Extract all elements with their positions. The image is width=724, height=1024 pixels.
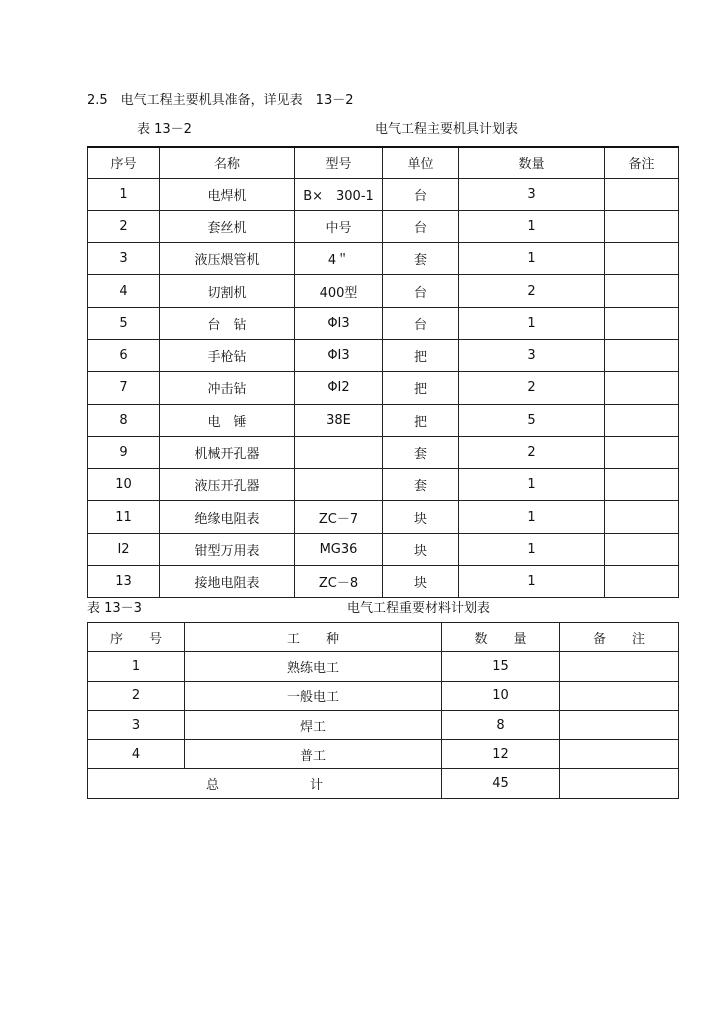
cell-remark: [560, 710, 679, 739]
cell-quantity: 15: [442, 652, 560, 681]
cell-model: ZC－8: [295, 566, 383, 598]
table-row: [88, 469, 679, 501]
table-row: [88, 275, 679, 307]
cell-quantity: 1: [459, 307, 605, 339]
cell-seq: 6: [88, 339, 160, 371]
table-row: [88, 566, 679, 598]
cell-trade: 普工: [185, 740, 442, 769]
cell-model: ZC－7: [295, 501, 383, 533]
cell-unit: 套: [383, 243, 459, 275]
header-trade: 工 种: [185, 623, 442, 652]
cell-quantity: 2: [459, 275, 605, 307]
cell-seq: 8: [88, 404, 160, 436]
cell-remark: [605, 469, 679, 501]
table-row: [88, 372, 679, 404]
cell-model: ΦI3: [295, 339, 383, 371]
cell-unit: 套: [383, 436, 459, 468]
cell-unit: 台: [383, 275, 459, 307]
cell-seq: 13: [88, 566, 160, 598]
cell-quantity: 1: [459, 243, 605, 275]
cell-remark: [605, 566, 679, 598]
cell-quantity: 3: [459, 339, 605, 371]
cell-quantity: 1: [459, 501, 605, 533]
cell-quantity: 8: [442, 710, 560, 739]
cell-quantity: 3: [459, 178, 605, 210]
cell-name: 切割机: [160, 275, 295, 307]
cell-remark: [605, 436, 679, 468]
materials-plan-table: [87, 622, 679, 799]
table-row: [88, 436, 679, 468]
cell-remark: [605, 307, 679, 339]
cell-model: 38E: [295, 404, 383, 436]
cell-quantity: 1: [459, 210, 605, 242]
cell-remark: [605, 533, 679, 565]
cell-remark: [605, 372, 679, 404]
table-row: [88, 243, 679, 275]
header-quantity: 数 量: [442, 623, 560, 652]
table-row: [88, 210, 679, 242]
header-remark: 备注: [605, 147, 679, 178]
cell-remark: [560, 681, 679, 710]
table2-title: 电气工程重要材料计划表: [347, 601, 491, 616]
header-unit: 单位: [383, 147, 459, 178]
cell-model: 400型: [295, 275, 383, 307]
cell-quantity: 5: [459, 404, 605, 436]
table-row: [88, 533, 679, 565]
cell-model: 4＂: [295, 243, 383, 275]
cell-quantity: 12: [442, 740, 560, 769]
header-name: 名称: [160, 147, 295, 178]
cell-unit: 块: [383, 501, 459, 533]
cell-remark: [605, 178, 679, 210]
cell-model: MG36: [295, 533, 383, 565]
cell-unit: 块: [383, 566, 459, 598]
cell-name: 电焊机: [160, 178, 295, 210]
table-header-row: [88, 623, 679, 652]
table-row: [88, 740, 679, 769]
cell-quantity: 10: [442, 681, 560, 710]
header-seq: 序号: [88, 147, 160, 178]
cell-name: 液压开孔器: [160, 469, 295, 501]
cell-trade: 一般电工: [185, 681, 442, 710]
cell-name: 手枪钻: [160, 339, 295, 371]
cell-unit: 块: [383, 533, 459, 565]
cell-name: 台 钻: [160, 307, 295, 339]
cell-model: ΦI2: [295, 372, 383, 404]
table-row: [88, 710, 679, 739]
cell-model: 中号: [295, 210, 383, 242]
cell-seq: 4: [88, 740, 185, 769]
cell-unit: 台: [383, 178, 459, 210]
table1-title: 电气工程主要机具计划表: [375, 122, 519, 137]
header-quantity: 数量: [459, 147, 605, 178]
cell-unit: 套: [383, 469, 459, 501]
cell-seq: 11: [88, 501, 160, 533]
cell-seq: 2: [88, 210, 160, 242]
cell-remark: [560, 740, 679, 769]
cell-remark: [605, 501, 679, 533]
header-remark: 备 注: [560, 623, 679, 652]
table1-label: 表 13－2: [137, 122, 192, 137]
cell-trade: 熟练电工: [185, 652, 442, 681]
table-row: [88, 501, 679, 533]
cell-remark: [560, 652, 679, 681]
cell-model: [295, 436, 383, 468]
table-row: [88, 681, 679, 710]
cell-name: 液压煨管机: [160, 243, 295, 275]
cell-seq: 3: [88, 243, 160, 275]
cell-name: 电 锤: [160, 404, 295, 436]
cell-name: 绝缘电阻表: [160, 501, 295, 533]
cell-name: 钳型万用表: [160, 533, 295, 565]
cell-quantity: 2: [459, 436, 605, 468]
cell-seq: 4: [88, 275, 160, 307]
cell-model: [295, 469, 383, 501]
table-row: [88, 404, 679, 436]
cell-seq: 1: [88, 652, 185, 681]
table-row: [88, 652, 679, 681]
cell-remark: [605, 339, 679, 371]
section-heading: 2.5 电气工程主要机具准备，详见表 13－2: [87, 93, 354, 108]
cell-unit: 把: [383, 372, 459, 404]
cell-remark: [605, 243, 679, 275]
cell-model: B× 300-1: [295, 178, 383, 210]
cell-remark: [605, 404, 679, 436]
cell-seq: 2: [88, 681, 185, 710]
table-header-row: [88, 147, 679, 178]
total-label: 总 计: [88, 769, 442, 798]
cell-unit: 把: [383, 404, 459, 436]
cell-seq: 3: [88, 710, 185, 739]
cell-seq: 10: [88, 469, 160, 501]
cell-seq: 7: [88, 372, 160, 404]
cell-remark: [605, 275, 679, 307]
cell-unit: 台: [383, 210, 459, 242]
total-row: [88, 769, 679, 798]
cell-quantity: 2: [459, 372, 605, 404]
header-model: 型号: [295, 147, 383, 178]
table2-label: 表 13－3: [87, 601, 142, 616]
cell-model: ΦI3: [295, 307, 383, 339]
table-row: [88, 307, 679, 339]
cell-unit: 把: [383, 339, 459, 371]
cell-seq: I2: [88, 533, 160, 565]
table-row: [88, 178, 679, 210]
cell-quantity: 1: [459, 533, 605, 565]
cell-seq: 5: [88, 307, 160, 339]
cell-quantity: 1: [459, 566, 605, 598]
cell-name: 套丝机: [160, 210, 295, 242]
header-seq: 序 号: [88, 623, 185, 652]
total-value: 45: [442, 769, 560, 798]
cell-quantity: 1: [459, 469, 605, 501]
table-row: [88, 339, 679, 371]
cell-seq: 9: [88, 436, 160, 468]
cell-unit: 台: [383, 307, 459, 339]
cell-name: 机械开孔器: [160, 436, 295, 468]
cell-trade: 焊工: [185, 710, 442, 739]
cell-seq: 1: [88, 178, 160, 210]
cell-name: 冲击钻: [160, 372, 295, 404]
cell-remark: [560, 769, 679, 798]
equipment-plan-table: [87, 146, 679, 598]
cell-name: 接地电阻表: [160, 566, 295, 598]
cell-remark: [605, 210, 679, 242]
